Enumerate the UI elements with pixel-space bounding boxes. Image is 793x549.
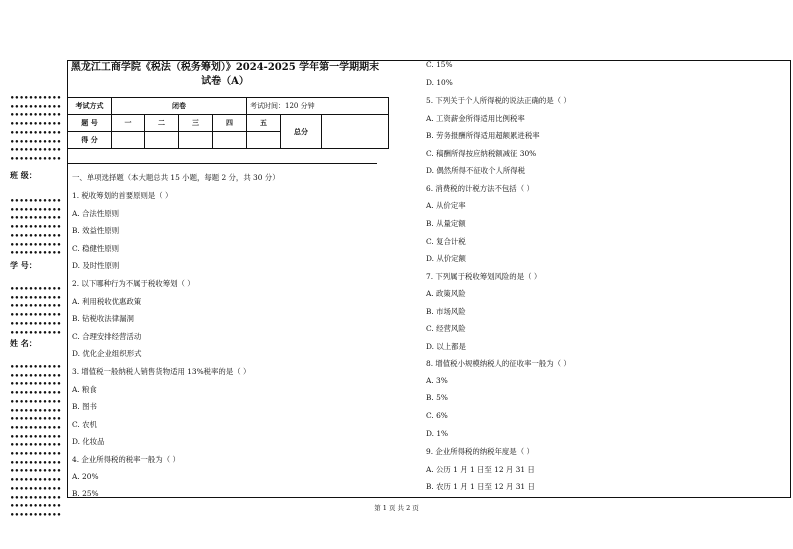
dot-row: ••••••••••• xyxy=(10,239,62,249)
col-1: 一 xyxy=(112,115,145,132)
dot-row: ••••••••••• xyxy=(10,145,62,155)
answer-option: D. 从价定额 xyxy=(426,254,466,264)
question-stem: 7. 下列属于税收筹划风险的是（ ） xyxy=(426,271,542,281)
dot-row: ••••••••••• xyxy=(10,440,62,450)
answer-option: C. 稳健性原则 xyxy=(72,243,120,253)
dot-row: ••••••••••• xyxy=(10,292,62,302)
answer-option: D. 以上都是 xyxy=(426,341,466,351)
answer-option: A. 利用税收优惠政策 xyxy=(72,296,142,306)
question-stem: 9. 企业所得税的纳税年度是（ ） xyxy=(426,447,534,457)
student-id-label: 学 号： xyxy=(10,260,37,270)
answer-option: C. 稿酬所得按应纳税额减征 30% xyxy=(426,148,537,158)
dot-row: ••••••••••• xyxy=(10,301,62,311)
section-heading: 一、单项选择题（本大题总共 15 小题，每题 2 分，共 30 分） xyxy=(72,173,280,182)
dot-row: ••••••••••• xyxy=(10,414,62,424)
dot-row: ••••••••••• xyxy=(10,136,62,146)
question-stem: 1. 税收筹划的首要原则是（ ） xyxy=(72,191,173,200)
dot-row: ••••••••••• xyxy=(10,405,62,415)
question-stem: 8. 增值税小规模纳税人的征收率一般为（ ） xyxy=(426,359,571,369)
answer-option: B. 劳务报酬所得适用超额累进税率 xyxy=(426,131,540,141)
score-cell[interactable] xyxy=(145,132,179,149)
dot-row: ••••••••••• xyxy=(10,492,62,502)
dot-row: ••••••••••• xyxy=(10,362,62,371)
question-stem: 6. 消费税的计税方法不包括（ ） xyxy=(426,183,534,193)
answer-option: D. 偶然所得不征收个人所得税 xyxy=(426,166,526,176)
answer-option: A. 20% xyxy=(72,471,99,481)
answer-option: A. 合法性原则 xyxy=(72,208,119,218)
dot-row: ••••••••••• xyxy=(10,483,62,493)
dot-row: ••••••••••• xyxy=(10,196,62,205)
seal-dots xyxy=(10,363,61,520)
dot-row: ••••••••••• xyxy=(10,310,62,320)
divider xyxy=(67,163,377,164)
dot-row: ••••••••••• xyxy=(10,327,62,337)
col-3: 三 xyxy=(179,115,213,132)
score-cell[interactable] xyxy=(112,132,145,149)
answer-option: C. 经营风险 xyxy=(426,324,466,334)
answer-option: A. 粮食 xyxy=(72,384,97,394)
answer-option: A. 从价定率 xyxy=(426,201,466,211)
answer-option: A. 政策风险 xyxy=(426,289,466,299)
dot-row: ••••••••••• xyxy=(10,388,62,398)
dot-row: ••••••••••• xyxy=(10,509,62,519)
dot-row: ••••••••••• xyxy=(10,449,62,459)
answer-option: B. 5% xyxy=(426,393,448,403)
answer-option: A. 3% xyxy=(426,375,448,385)
answer-option: B. 农历 1 月 1 日至 12 月 31 日 xyxy=(426,482,535,492)
dot-row: ••••••••••• xyxy=(10,101,62,111)
dot-row: ••••••••••• xyxy=(10,213,62,223)
total-label: 总分 xyxy=(281,115,322,149)
dot-row: ••••••••••• xyxy=(10,284,62,293)
answer-option: A. 公历 1 月 1 日至 12 月 31 日 xyxy=(426,464,535,474)
col-5: 五 xyxy=(247,115,281,132)
answer-option: C. 6% xyxy=(426,411,448,420)
answer-option: D. 1% xyxy=(426,428,449,438)
answer-option: C. 农机 xyxy=(72,419,97,429)
dot-row: ••••••••••• xyxy=(10,110,62,120)
question-stem: 3. 增值税一般纳税人销售货物适用 13%税率的是（ ） xyxy=(72,367,251,376)
seal-dots xyxy=(10,285,61,337)
score-cell[interactable] xyxy=(179,132,213,149)
answer-option: B. 图书 xyxy=(72,402,97,412)
class-label: 班 级： xyxy=(10,170,37,180)
answer-option: B. 从量定额 xyxy=(426,218,466,228)
answer-option: B. 钻税收法律漏洞 xyxy=(72,314,134,324)
exam-title: 黑龙江工商学院《税法（税务筹划）》2024-2025 学年第一学期期末试卷（A） xyxy=(70,62,380,87)
dot-row: ••••••••••• xyxy=(10,431,62,441)
dot-row: ••••••••••• xyxy=(10,248,62,258)
total-score-cell[interactable] xyxy=(322,115,389,149)
col-4: 四 xyxy=(213,115,247,132)
answer-option: D. 优化企业组织形式 xyxy=(72,349,142,359)
score-table xyxy=(67,97,389,149)
dot-row: ••••••••••• xyxy=(10,222,62,232)
question-stem: 4. 企业所得税的税率一般为（ ） xyxy=(72,455,180,464)
question-number-label: 题 号 xyxy=(68,115,112,132)
answer-option: B. 效益性原则 xyxy=(72,226,120,236)
dot-row: ••••••••••• xyxy=(10,93,62,102)
exam-mode-label: 考试方式 xyxy=(68,98,112,115)
dot-row: ••••••••••• xyxy=(10,204,62,214)
dot-row: ••••••••••• xyxy=(10,318,62,328)
dot-row: ••••••••••• xyxy=(10,119,62,129)
seal-dots xyxy=(10,197,61,258)
dot-row: ••••••••••• xyxy=(10,127,62,137)
answer-option: B. 25% xyxy=(72,489,99,499)
name-label: 姓 名： xyxy=(10,338,37,348)
dot-row: ••••••••••• xyxy=(10,475,62,485)
dot-row: ••••••••••• xyxy=(10,501,62,511)
answer-option: B. 市场风险 xyxy=(426,306,466,316)
dot-row: ••••••••••• xyxy=(10,370,62,380)
question-stem: 2. 以下哪种行为不属于税收筹划（ ） xyxy=(72,279,195,288)
answer-option: C. 合理安排经营活动 xyxy=(72,331,142,341)
answer-option: A. 工资薪金所得适用比例税率 xyxy=(426,113,525,123)
answer-option: C. 复合计税 xyxy=(426,236,466,246)
answer-option: D. 及时性原则 xyxy=(72,261,120,271)
exam-mode-value: 闭卷 xyxy=(112,98,247,115)
dot-row: ••••••••••• xyxy=(10,457,62,467)
score-cell[interactable] xyxy=(213,132,247,149)
answer-option: D. 化妆品 xyxy=(72,437,105,447)
dot-row: ••••••••••• xyxy=(10,466,62,476)
score-label: 得 分 xyxy=(68,132,112,149)
question-stem: 5. 下列关于个人所得税的说法正确的是（ ） xyxy=(426,96,571,106)
seal-dots xyxy=(10,94,61,164)
answer-option: D. 10% xyxy=(426,77,453,87)
score-cell[interactable] xyxy=(247,132,281,149)
exam-time: 考试时间：120 分钟 xyxy=(247,98,389,115)
answer-option: C. 15% xyxy=(426,60,453,69)
col-2: 二 xyxy=(145,115,179,132)
dot-row: ••••••••••• xyxy=(10,422,62,432)
dot-row: ••••••••••• xyxy=(10,153,62,163)
dot-row: ••••••••••• xyxy=(10,396,62,406)
page-footer: 第 1 页 共 2 页 xyxy=(374,504,419,512)
dot-row: ••••••••••• xyxy=(10,379,62,389)
dot-row: ••••••••••• xyxy=(10,230,62,240)
